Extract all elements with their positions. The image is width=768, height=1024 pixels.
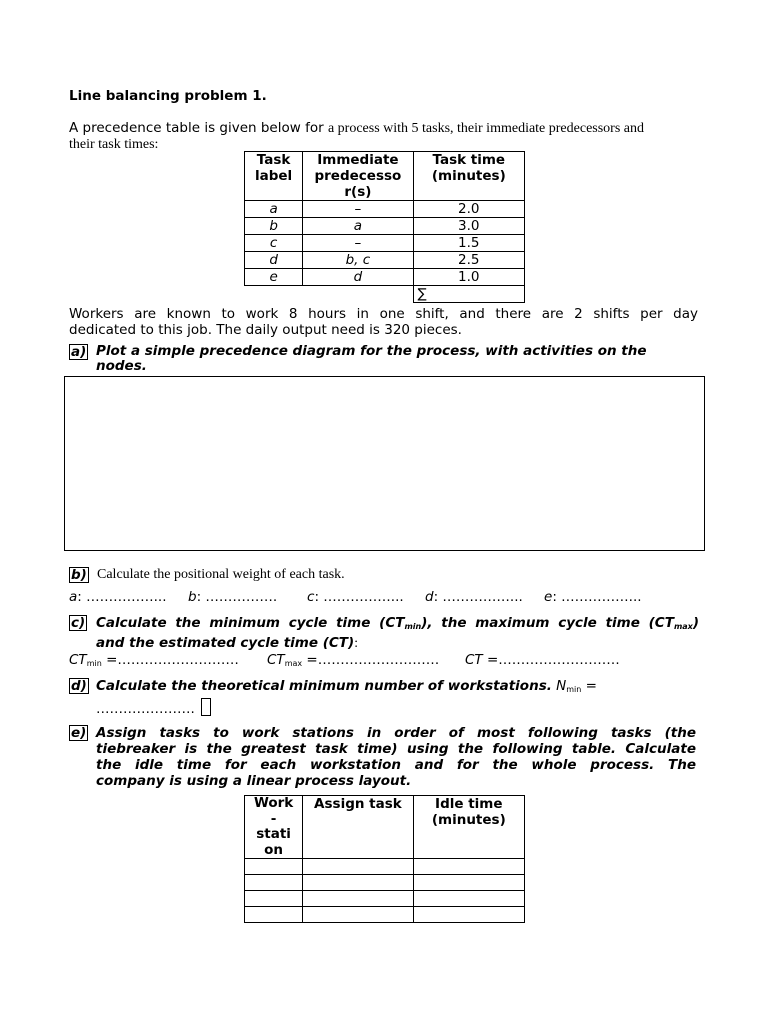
header-task-label: Task label <box>245 152 303 201</box>
question-c-label: c) <box>71 615 86 631</box>
header-predecessors: Immediate predecesso r(s) <box>303 152 413 201</box>
idle-time-cell[interactable] <box>413 859 524 875</box>
workers-paragraph <box>69 306 698 338</box>
q-c-text-4: and the estimated cycle time (CT) <box>96 635 355 651</box>
ctmax-blank: =……………………… <box>302 652 440 668</box>
table-row <box>245 218 525 235</box>
assign-task-cell[interactable] <box>303 907 413 923</box>
assign-task-cell[interactable] <box>303 891 413 907</box>
question-d-label: d) <box>71 678 87 694</box>
ctmax-label: CT <box>267 652 285 668</box>
field-c-label: c <box>307 589 315 605</box>
idle-time-cell[interactable] <box>413 891 524 907</box>
table-row <box>245 891 525 907</box>
field-d-blank: ……………... <box>442 589 523 605</box>
ctmin-blank: =……………………… <box>101 652 239 668</box>
question-d-text: Calculate the theoretical minimum number of workstations. <box>96 678 552 694</box>
ctmin-sub: min <box>86 659 102 668</box>
nmin-label: N <box>556 678 567 694</box>
assignment-table <box>244 795 525 923</box>
positional-weight-fields <box>69 589 699 607</box>
ct-blank: =……………………… <box>482 652 620 668</box>
question-e <box>69 725 699 789</box>
pred-cell: – <box>303 201 413 218</box>
field-c[interactable]: c: ……………... <box>307 589 404 605</box>
time-cell: 1.5 <box>413 235 524 252</box>
field-c-blank: ……………... <box>323 589 404 605</box>
diagram-answer-box[interactable] <box>64 376 705 551</box>
table-row <box>245 201 525 218</box>
table-row <box>245 875 525 891</box>
precedence-table <box>244 151 525 303</box>
header-workstation: Work - stati on <box>245 796 303 859</box>
pred-cell: b, c <box>303 252 413 269</box>
question-e-line-4: company is using a linear process layout. <box>96 773 412 789</box>
sum-cell[interactable]: ∑ <box>413 286 524 303</box>
task-cell: c <box>245 235 303 252</box>
table-row <box>245 235 525 252</box>
assignment-table-header <box>245 796 525 859</box>
field-a[interactable]: a: ……………... <box>69 589 167 605</box>
placeholder-glyph-icon <box>201 698 211 716</box>
workstation-cell[interactable] <box>245 859 303 875</box>
pred-cell: a <box>303 218 413 235</box>
field-e-label: e <box>544 589 553 605</box>
field-b-label: b <box>188 589 197 605</box>
question-a-line-2: nodes. <box>96 358 147 374</box>
table-row <box>245 907 525 923</box>
idle-time-cell[interactable] <box>413 907 524 923</box>
field-b-blank: ……………. <box>205 589 278 605</box>
pred-cell: d <box>303 269 413 286</box>
question-c-line-2 <box>96 635 699 651</box>
ctmax-field[interactable] <box>267 652 439 668</box>
field-b[interactable]: b: ……………. <box>188 589 278 605</box>
intro-sans-text: A precedence table is given below for <box>69 120 324 136</box>
nmin-blank: …………………. <box>96 701 195 717</box>
question-e-label: e) <box>71 725 87 741</box>
task-cell: e <box>245 269 303 286</box>
field-e-blank: ……………... <box>561 589 642 605</box>
workers-line-2: dedicated to this job. The daily output need is 320 pieces. <box>69 322 462 338</box>
table-row <box>245 252 525 269</box>
field-e[interactable]: e: ……………... <box>544 589 642 605</box>
question-a-line-1: Plot a simple precedence diagram for the process, with activities on the <box>96 343 647 359</box>
q-c-colon: : <box>354 635 358 650</box>
question-b-text: Calculate the positional weight of each task. <box>97 567 345 582</box>
ctmin-label: CT <box>69 652 87 668</box>
field-a-blank: ……………... <box>86 589 167 605</box>
pred-cell: – <box>303 235 413 252</box>
precedence-table-header <box>245 152 525 201</box>
time-cell: 2.0 <box>413 201 524 218</box>
table-row <box>245 269 525 286</box>
header-task-time: Task time (minutes) <box>413 152 524 201</box>
header-idle-time: Idle time (minutes) <box>413 796 524 859</box>
question-c-line-1 <box>96 615 699 635</box>
question-e-line-2: tiebreaker is the greatest task time) using the following table. Calculate <box>96 741 696 757</box>
question-a <box>69 344 699 378</box>
question-b-label: b) <box>71 567 87 583</box>
nmin-eq: = <box>581 678 597 694</box>
intro-paragraph <box>69 120 699 153</box>
workstation-cell[interactable] <box>245 907 303 923</box>
time-cell: 3.0 <box>413 218 524 235</box>
task-cell: d <box>245 252 303 269</box>
q-c-text-3: ) <box>692 615 700 631</box>
nmin-sub: min <box>566 685 582 694</box>
question-d <box>69 678 699 718</box>
question-b <box>69 567 699 584</box>
question-e-line-1: Assign tasks to work stations in order of most following tasks (the <box>96 725 696 741</box>
header-assign-task: Assign task <box>303 796 413 859</box>
ctmin-field[interactable] <box>69 652 239 668</box>
ct-label: CT <box>465 652 483 668</box>
intro-serif-text-2: their task times: <box>69 137 159 152</box>
workstation-cell[interactable] <box>245 891 303 907</box>
table-row <box>245 859 525 875</box>
question-e-line-3: the idle time for each workstation and for the whole process. The <box>96 757 696 773</box>
task-cell: a <box>245 201 303 218</box>
field-a-label: a <box>69 589 78 605</box>
q-c-text-1: Calculate the minimum cycle time (CT <box>96 615 405 631</box>
assign-task-cell[interactable] <box>303 875 413 891</box>
sum-row <box>245 286 525 303</box>
page-title: Line balancing problem 1. <box>69 88 267 104</box>
field-d-label: d <box>425 589 434 605</box>
ct-field[interactable] <box>465 652 620 668</box>
idle-time-cell[interactable] <box>413 875 524 891</box>
intro-serif-text-1: a process with 5 tasks, their immediate predecessors and <box>327 121 645 136</box>
cycle-time-fields <box>69 652 699 670</box>
q-c-sub-min: min <box>404 622 422 631</box>
time-cell: 1.0 <box>413 269 524 286</box>
time-cell: 2.5 <box>413 252 524 269</box>
workers-line-1: Workers are known to work 8 hours in one shift, and there are 2 shifts per day <box>69 306 698 322</box>
question-c <box>69 615 699 649</box>
field-d[interactable]: d: ……………... <box>425 589 523 605</box>
assign-task-cell[interactable] <box>303 859 413 875</box>
nmin-field[interactable] <box>96 698 211 717</box>
q-c-text-2: ), the maximum cycle time (CT <box>421 615 674 631</box>
q-c-sub-max: max <box>673 622 693 631</box>
question-a-label: a) <box>71 344 87 360</box>
ctmax-sub: max <box>284 659 303 668</box>
workstation-cell[interactable] <box>245 875 303 891</box>
task-cell: b <box>245 218 303 235</box>
